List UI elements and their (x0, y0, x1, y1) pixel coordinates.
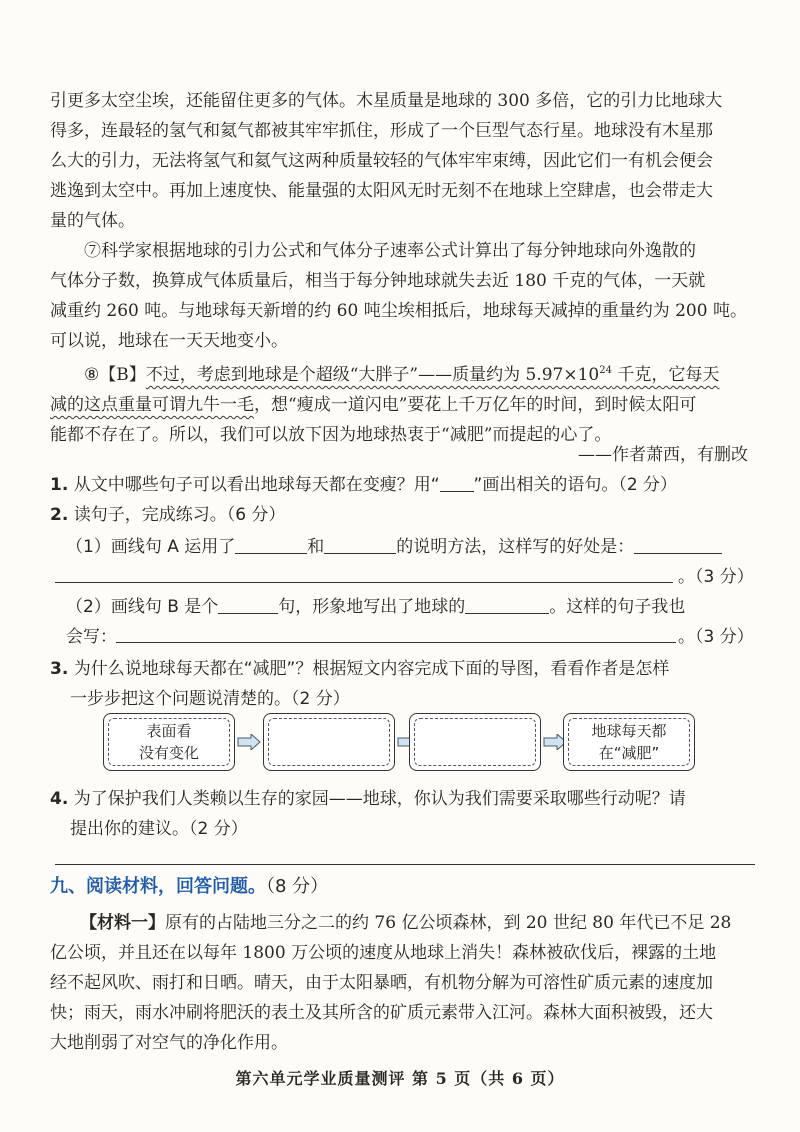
flow-box-text: 表面看 (146, 722, 192, 740)
question-text: 会写： (66, 627, 117, 647)
arrow-right-icon (237, 734, 261, 750)
text-line: 量的气体。 (50, 211, 135, 231)
question-text: 的说明方法，这样写的好处是： (396, 537, 635, 557)
section-score: （8 分） (266, 876, 329, 897)
answer-line[interactable] (116, 642, 676, 643)
flow-box-2-blank[interactable] (263, 713, 395, 771)
mind-map-flow (103, 713, 743, 773)
text-line: 快；雨天，雨水冲刷将肥沃的表土及其所含的矿质元素带入江河。森林大面积被毁，还大 (50, 1003, 713, 1023)
question-2-part-1 (66, 532, 776, 562)
text-line: 大地削弱了对空气的净化作用。 (50, 1033, 288, 1053)
passage-paragraph-1 (50, 86, 756, 236)
text-line: 经不起风吹、雨打和日晒。晴天，由于太阳暴晒，有机物分解为可溶性矿质元素的速度加 (50, 973, 713, 993)
text-line (50, 908, 756, 938)
flow-box-text: 地球每天都 (591, 722, 667, 740)
sentence-b-part: 不过，考虑到地球是个超级“大胖子”——质量约为 5.97×10 (145, 365, 600, 385)
text-line: 得多，连最轻的氢气和氦气都被其牢牢抓住，形成了一个巨型气态行星。地球没有木星那 (50, 121, 713, 141)
question-number: 2. (50, 505, 69, 525)
section-title-text: 九、阅读材料，回答问题。 (50, 876, 266, 897)
question-number: 4. (50, 789, 69, 809)
section-9-title (50, 872, 328, 902)
question-4 (50, 784, 760, 814)
answer-line[interactable] (55, 582, 673, 583)
question-text: 读句子，完成练习。（6 分） (73, 505, 286, 525)
text-line (50, 390, 756, 420)
question-text: （2）画线句 B 是个 (66, 597, 219, 617)
passage-paragraph-7 (50, 236, 756, 356)
page-footer: 第六单元学业质量测评 第 5 页（共 6 页） (235, 1069, 565, 1088)
text-segment: 原有的占陆地三分之二的约 76 亿公顷森林，到 20 世纪 80 年代已不足 28 (165, 913, 732, 933)
text-segment: ，想“瘦成一道闪电”要花上千万亿年的时间，到时候太阳可 (254, 395, 697, 415)
question-text: 为了保护我们人类赖以生存的家园——地球，你认为我们需要采取哪些行动呢？请 (73, 789, 686, 809)
text-line: ⑦科学家根据地球的引力公式和气体分子速率公式计算出了每分钟地球向外逸散的 (84, 241, 696, 261)
question-number: 3. (50, 659, 69, 679)
answer-line[interactable] (55, 864, 755, 865)
question-text: 为什么说地球每天都在“减肥”？根据短文内容完成下面的导图，看看作者是怎样 (73, 659, 670, 679)
text-line: 能都不存在了。所以，我们可以放下因为地球热衷于“减肥”而提起的心了。 (50, 425, 612, 445)
score-label: 。（3 分） (678, 627, 754, 647)
question-text: 。这样的句子我也 (549, 597, 686, 617)
text-line: 气体分子数，换算成气体质量后，相当于每分钟地球就失去近 180 千克的气体，一天就 (50, 271, 706, 291)
text-line: 亿公顷，并且还在以每年 1800 万公顷的速度从地球上消失！森林被砍伐后，裸露的土地 (50, 943, 717, 963)
flow-box-1 (103, 713, 235, 771)
flow-box-text: 没有变化 (138, 744, 199, 762)
text-line: 减重约 260 吨。与地球每天新增的约 60 吨尘埃相抵后，地球每天减掉的重量约为 200 吨。 (50, 301, 747, 321)
question-number: 1. (50, 475, 69, 495)
answer-blank[interactable] (440, 473, 474, 492)
question-text: 一步步把这个问题说清楚的。（2 分） (70, 689, 350, 709)
question-text: ”画出相关的语句。（2 分） (473, 475, 678, 495)
question-text: 提出你的建议。（2 分） (70, 819, 248, 839)
answer-blank[interactable] (235, 535, 307, 554)
flow-box-3-blank[interactable] (409, 713, 541, 771)
material-label: 【材料一】 (80, 913, 165, 933)
exponent: 24 (599, 365, 612, 376)
flow-box-text: 在“减肥” (598, 744, 660, 762)
answer-blank[interactable] (324, 535, 396, 554)
flow-box-4 (563, 713, 695, 771)
question-text: （1）画线句 A 运用了 (66, 537, 236, 557)
question-1 (50, 470, 760, 500)
score-label: 。（3 分） (678, 567, 754, 587)
answer-blank[interactable] (634, 535, 722, 554)
answer-blank[interactable] (218, 595, 278, 614)
author-credit: ——作者萧西，有删改 (578, 445, 748, 465)
wavy-underlined-sentence-b-end: 减的这点重量可谓九牛一毛 (50, 395, 254, 415)
sentence-b-part: 千克，它每天 (611, 365, 720, 385)
text-line (50, 356, 756, 390)
question-text: 从文中哪些句子可以看出地球每天都在变瘦？用“ (73, 475, 440, 495)
question-2-part-2 (66, 592, 776, 622)
question-2 (50, 500, 760, 530)
answer-blank[interactable] (465, 595, 549, 614)
question-text: 和 (307, 537, 325, 557)
text-line: 引更多太空尘埃，还能留住更多的气体。木星质量是地球的 300 多倍，它的引力比地球大 (50, 91, 723, 111)
wavy-underlined-sentence-b (146, 365, 720, 385)
passage-paragraph-8 (50, 356, 756, 450)
sentence-b-marker: ⑧【B】 (84, 365, 146, 385)
question-3 (50, 654, 760, 684)
material-1-paragraph (50, 908, 756, 1058)
text-line: 可以说，地球在一天天地变小。 (50, 331, 288, 351)
text-line: 逃逸到太空中。再加上速度快、能量强的太阳风无时无刻不在地球上空肆虐，也会带走大 (50, 181, 713, 201)
question-text: 句，形象地写出了地球的 (278, 597, 466, 617)
text-line: 么大的引力，无法将氢气和氦气这两种质量较轻的气体牢牢束缚，因此它们一有机会便会 (50, 151, 713, 171)
